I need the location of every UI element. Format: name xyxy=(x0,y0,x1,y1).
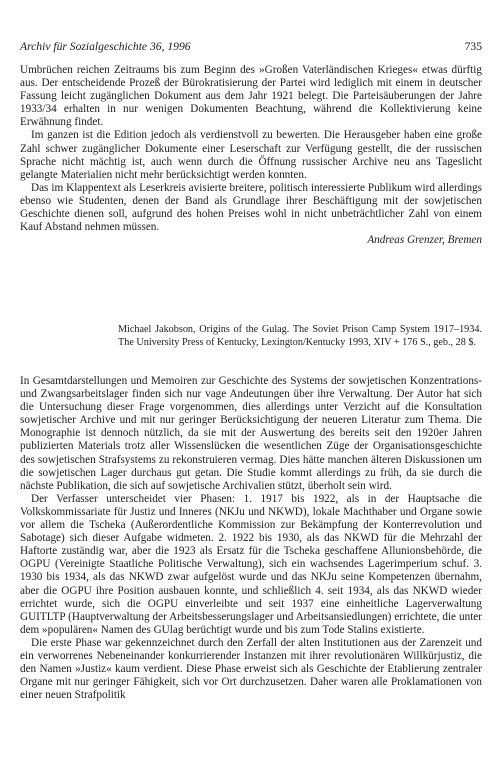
reviewer-signature: Andreas Grenzer, Bremen xyxy=(367,234,482,247)
citation-text: Michael Jakobson, Origins of the Gulag. The Soviet Prison Camp System 1917–1934. The University Press of Kentucky, Lexington/Kentucky 1993, XIV + 176 S., geb., 28 $. xyxy=(118,324,482,349)
review-body xyxy=(20,375,482,702)
paragraph: In Gesamtdarstellungen und Memoiren zur Geschichte des Systems der sowjetischen Konzentrations- und Zwangsarbeitslager finden sich nur vage Andeutungen über ihre Verwaltung. Der Autor hat sich die Untersuchung dieser Frage vorgenommen, dies allerdings unter Verzicht auf die Konsultation sowjetischer Archive und mit nur geringer Berücksichtigung der neueren Literatur zum Thema. Die Monographie ist dennoch nützlich, da sie mit der Auswertung des bereits seit den 1920er Jahren publizierten Materials trotz aller Wissenslücken die wesentlichen Züge der Organisationsgeschichte des sowjetischen Strafsystems zu rekonstruieren vermag. Dies hätte manchen älteren Diskussionen um die sowjetischen Lager durchaus gut getan. Die Studie kommt allerdings zu früh, da sie durch die nächste Publikation, die sich auf sowjetische Archivalien stützt, überholt sein wird. xyxy=(20,375,482,492)
book-citation xyxy=(118,323,482,349)
journal-title: Archiv für Sozialgeschichte 36, 1996 xyxy=(20,40,191,53)
page-number: 735 xyxy=(464,40,482,53)
paragraph: Im ganzen ist die Edition jedoch als verdienstvoll zu bewerten. Die Herausgeber haben eine große Zahl schwer zugänglicher Dokumente einer Leserschaft zur Verfügung gestellt, die der russischen Sprache nicht mächtig ist, auch wenn durch die Öffnung russischer Archive neu ans Tageslicht gelangte Materialien nicht mehr berücksichtigt werden konnten. xyxy=(20,129,482,181)
review-continuation xyxy=(20,64,482,247)
paragraph: Umbrüchen reichen Zeitraums bis zum Beginn des »Großen Vaterländischen Krieges« etwas dürftig aus. Der entscheidende Prozeß der Bürokratisierung der Partei wird lediglich mit einem in deutscher Fassung leicht zugänglichen Dokument aus dem Jahr 1921 belegt. Die Parteisäuberungen der Jahre 1933/34 erhalten in nur wenigen Dokumenten Beachtung, während die Kollektivierung keine Erwähnung findet. xyxy=(20,64,482,129)
paragraph: Die erste Phase war gekennzeichnet durch den Zerfall der alten Institutionen aus der Zarenzeit und ein verworrenes Nebeneinander konkurrierender Instanzen mit ihrer revolutionären Willkürjustiz, die den Namen »Justiz« kaum verdient. Diese Phase erweist sich als Geschichte der Etablierung zentraler Organe mit nur geringer Fähigkeit, sich vor Ort durchzusetzen. Daher waren alle Proklamationen von einer neuen Strafpolitik xyxy=(20,636,482,702)
paragraph: Der Verfasser unterscheidet vier Phasen: 1. 1917 bis 1922, als in der Hauptsache die Volkskommissariate für Justiz und Inneres (NKJu und NKWD), lokale Machthaber und Organe sowie vor allem die Tscheka (Außerordentliche Kommission zur Bekämpfung der Konterrevolution und Sabotage) sich dieser Aufgabe widmeten. 2. 1922 bis 1930, als das NKWD für die Mehrzahl der Haftorte zuständig war, aber die 1923 als Ersatz für die Tscheka geschaffene Allunionsbehörde, die OGPU (Vereinigte Staatliche Politische Verwaltung), sich ein wachsendes Lagerimperium schuf. 3. 1930 bis 1934, als das NKWD zwar aufgelöst wurde und das NKJu seine Kompetenzen übernahm, aber die OGPU ihre Position ausbauen konnte, und schließlich 4. seit 1934, als das NKWD wieder errichtet wurde, sich die OGPU einverleibte und seit 1937 eine einheitliche Lagerverwaltung GUITLTP (Hauptverwaltung der Arbeitsbesserungslager und Arbeitsansiedlungen) errichtete, die unter dem »populären« Namen des GUlag berüchtigt wurde und bis zum Tode Stalins existierte. xyxy=(20,492,482,636)
paragraph: Das im Klappentext als Leserkreis avisierte breitere, politisch interessierte Publikum wird allerdings ebenso wie Studenten, denen der Band als Grundlage ihrer Beschäftigung mit der sowjetischen Geschichte dienen soll, aufgrund des hohen Preises wohl in nicht unbeträchtlicher Zahl von einem Kauf Abstand nehmen müssen. xyxy=(20,181,482,234)
running-header xyxy=(20,40,482,56)
